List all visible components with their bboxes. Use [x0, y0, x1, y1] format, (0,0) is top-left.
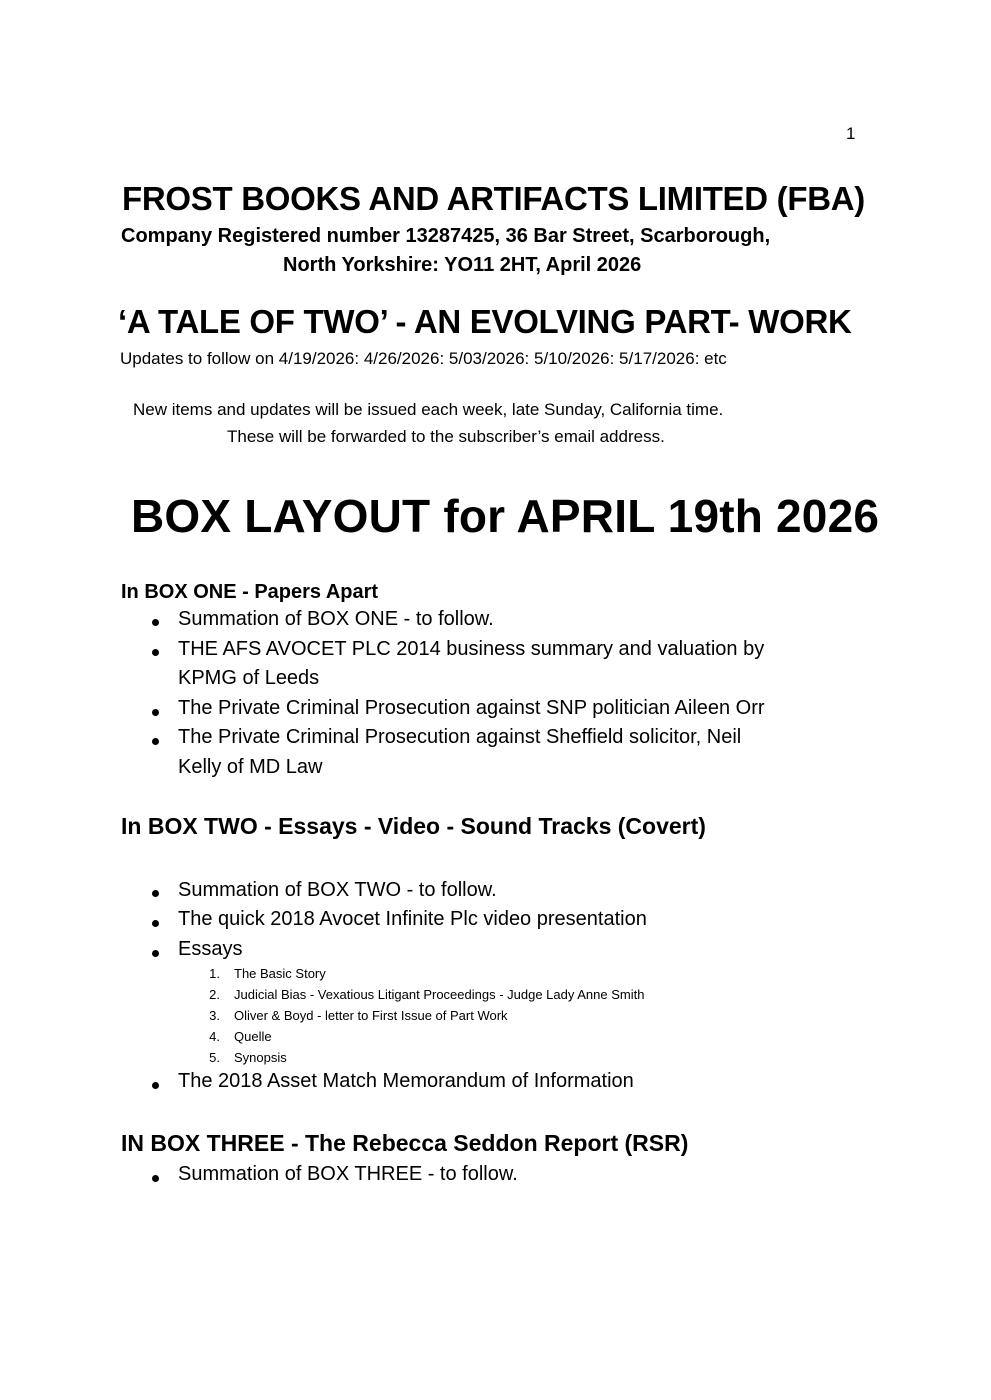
bullet-icon [152, 920, 159, 927]
essay-number: 4. [209, 1029, 220, 1044]
essay-item: Quelle [234, 1029, 272, 1044]
box-one-heading: In BOX ONE - Papers Apart [121, 581, 379, 603]
bullet-icon [152, 619, 159, 626]
bullet-icon [152, 1175, 159, 1182]
box-one-item: The Private Criminal Prosecution against SNP politician Aileen Orr [178, 697, 765, 719]
essay-item: Judicial Bias - Vexatious Litigant Proceedings - Judge Lady Anne Smith [234, 987, 645, 1002]
bullet-icon [152, 709, 159, 716]
box-one-item: The Private Criminal Prosecution against Sheffield solicitor, Neil [178, 726, 742, 748]
essay-number: 2. [209, 987, 220, 1002]
box-two-item: The quick 2018 Avocet Infinite Plc video presentation [178, 908, 647, 930]
essay-item: The Basic Story [234, 966, 326, 981]
box-three-item: Summation of BOX THREE - to follow. [178, 1163, 518, 1185]
work-title: ‘A TALE OF TWO’ - AN EVOLVING PART- WORK [118, 303, 852, 340]
box-one-item-continued: KPMG of Leeds [178, 667, 320, 689]
box-two-heading: In BOX TWO - Essays - Video - Sound Tracks (Covert) [121, 813, 706, 839]
notice-line-2: These will be forwarded to the subscriber’s email address. [227, 427, 665, 446]
box-two-item: The 2018 Asset Match Memorandum of Information [178, 1070, 634, 1092]
box-two-item: Summation of BOX TWO - to follow. [178, 879, 497, 901]
essay-number: 1. [209, 966, 220, 981]
bullet-icon [152, 950, 159, 957]
bullet-icon [152, 738, 159, 745]
registration-line-1: Company Registered number 13287425, 36 Bar Street, Scarborough, [121, 225, 771, 247]
box-one-item: Summation of BOX ONE - to follow. [178, 608, 494, 630]
box-one-item-continued: Kelly of MD Law [178, 756, 323, 778]
essay-number: 5. [209, 1050, 220, 1065]
box-two-item: Essays [178, 938, 243, 960]
page-number: 1 [846, 124, 856, 143]
bullet-icon [152, 890, 159, 897]
essay-number: 3. [209, 1008, 220, 1023]
bullet-icon [152, 649, 159, 656]
company-name: FROST BOOKS AND ARTIFACTS LIMITED (FBA) [122, 180, 865, 217]
bullet-icon [152, 1082, 159, 1089]
box-three-heading: IN BOX THREE - The Rebecca Seddon Report (RSR) [121, 1130, 689, 1156]
layout-title: BOX LAYOUT for APRIL 19th 2026 [131, 490, 880, 542]
updates-line: Updates to follow on 4/19/2026: 4/26/2026: 5/03/2026: 5/10/2026: 5/17/2026: etc [120, 349, 727, 368]
essay-item: Synopsis [234, 1050, 287, 1065]
box-one-item: THE AFS AVOCET PLC 2014 business summary and valuation by [178, 638, 765, 660]
registration-line-2: North Yorkshire: YO11 2HT, April 2026 [283, 254, 642, 276]
essay-item: Oliver & Boyd - letter to First Issue of Part Work [234, 1008, 508, 1023]
notice-line-1: New items and updates will be issued each week, late Sunday, California time. [133, 400, 724, 419]
